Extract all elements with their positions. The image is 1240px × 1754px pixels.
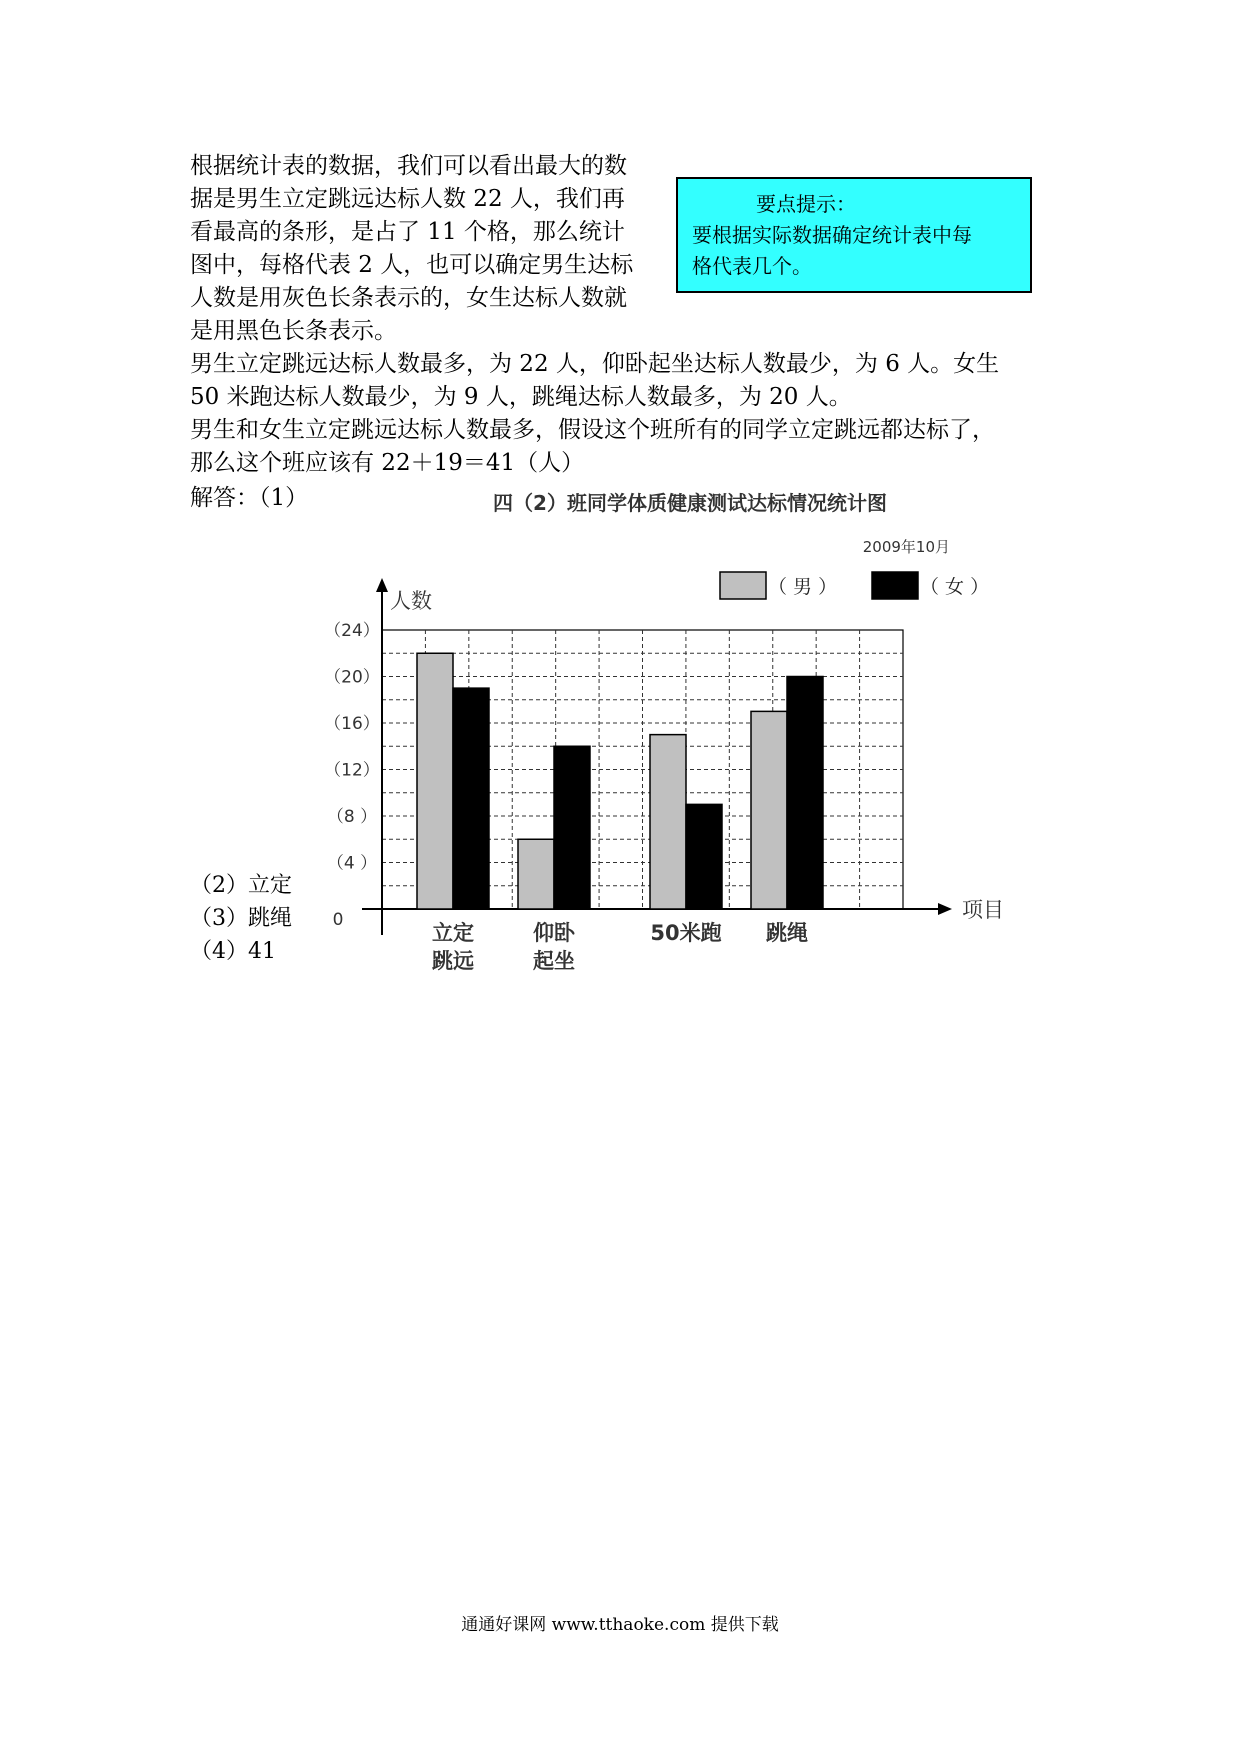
analysis-paragraph bbox=[190, 348, 999, 480]
x-axis-arrow bbox=[938, 903, 952, 915]
bar-男-1 bbox=[518, 839, 554, 909]
intro-line: 据是男生立定跳远达标人数 22 人，我们再 bbox=[190, 186, 625, 212]
answer-list bbox=[190, 869, 292, 968]
bar-女-3 bbox=[787, 677, 823, 910]
y-tick-label: （12） bbox=[324, 760, 380, 781]
hint-box bbox=[676, 177, 1032, 293]
x-tick-label: 跳远 bbox=[432, 949, 474, 973]
x-tick-label: 仰卧 bbox=[533, 921, 575, 945]
bar-男-0 bbox=[417, 653, 453, 909]
bar-女-0 bbox=[453, 688, 489, 909]
intro-line: 根据统计表的数据，我们可以看出最大的数 bbox=[190, 153, 627, 179]
bar-女-2 bbox=[686, 804, 722, 909]
answer-label: 解答：（1） bbox=[190, 485, 309, 511]
legend-label-女: （ 女 ） bbox=[920, 576, 990, 598]
analysis-line: 男生立定跳远达标人数最多，为 22 人，仰卧起坐达标人数最少，为 6 人。女生 bbox=[190, 351, 1000, 377]
analysis-line: 男生和女生立定跳远达标人数最多，假设这个班所有的同学立定跳远都达标了， bbox=[190, 417, 995, 443]
hint-line: 格代表几个。 bbox=[692, 254, 812, 278]
bar-女-1 bbox=[554, 746, 590, 909]
analysis-line: 50 米跑达标人数最少，为 9 人，跳绳达标人数最多，为 20 人。 bbox=[190, 384, 852, 410]
x-tick-label: 50米跑 bbox=[650, 921, 722, 945]
x-axis-label: 项目 bbox=[962, 898, 1004, 922]
y-tick-label: （24） bbox=[324, 621, 380, 641]
legend-label-男: （ 男 ） bbox=[768, 576, 838, 598]
answer-item: （3）跳绳 bbox=[190, 906, 292, 931]
x-tick-label: 跳绳 bbox=[766, 921, 808, 945]
bar-男-3 bbox=[751, 711, 787, 909]
analysis-line: 那么这个班应该有 22＋19＝41（人） bbox=[190, 450, 585, 476]
y-tick-label: （20） bbox=[324, 667, 380, 688]
legend-swatch-男 bbox=[720, 572, 766, 599]
answer-item: （4）41 bbox=[190, 939, 276, 964]
y-tick-label: （16） bbox=[324, 714, 380, 734]
intro-line: 人数是用灰色长条表示的，女生达标人数就 bbox=[190, 285, 627, 311]
legend-swatch-女 bbox=[872, 572, 918, 599]
intro-line: 看最高的条形，是占了 11 个格，那么统计 bbox=[190, 219, 625, 245]
y-axis-arrow bbox=[376, 578, 388, 592]
chart-title: 四（2）班同学体质健康测试达标情况统计图 bbox=[493, 491, 887, 515]
bar-chart bbox=[300, 480, 1060, 990]
hint-title: 要点提示： bbox=[756, 192, 856, 216]
y-tick-label: （8 ） bbox=[326, 807, 378, 827]
hint-line: 要根据实际数据确定统计表中每 bbox=[692, 223, 972, 247]
y-tick-label: （4 ） bbox=[326, 853, 378, 874]
y-axis-label: 人数 bbox=[390, 589, 432, 613]
intro-line: 是用黑色长条表示。 bbox=[190, 318, 397, 344]
bar-chart-svg bbox=[300, 480, 1060, 990]
x-tick-label: 立定 bbox=[432, 921, 474, 945]
x-tick-label: 起坐 bbox=[533, 949, 575, 973]
footer-text: 通通好课网 www.tthaoke.com 提供下载 bbox=[461, 1615, 779, 1635]
intro-line: 图中，每格代表 2 人，也可以确定男生达标 bbox=[190, 252, 634, 278]
intro-paragraph bbox=[190, 150, 633, 348]
y-tick-label: 0 bbox=[332, 910, 344, 930]
answer-item: （2）立定 bbox=[190, 873, 292, 898]
bar-男-2 bbox=[650, 735, 686, 909]
chart-date: 2009年10月 bbox=[862, 538, 950, 556]
